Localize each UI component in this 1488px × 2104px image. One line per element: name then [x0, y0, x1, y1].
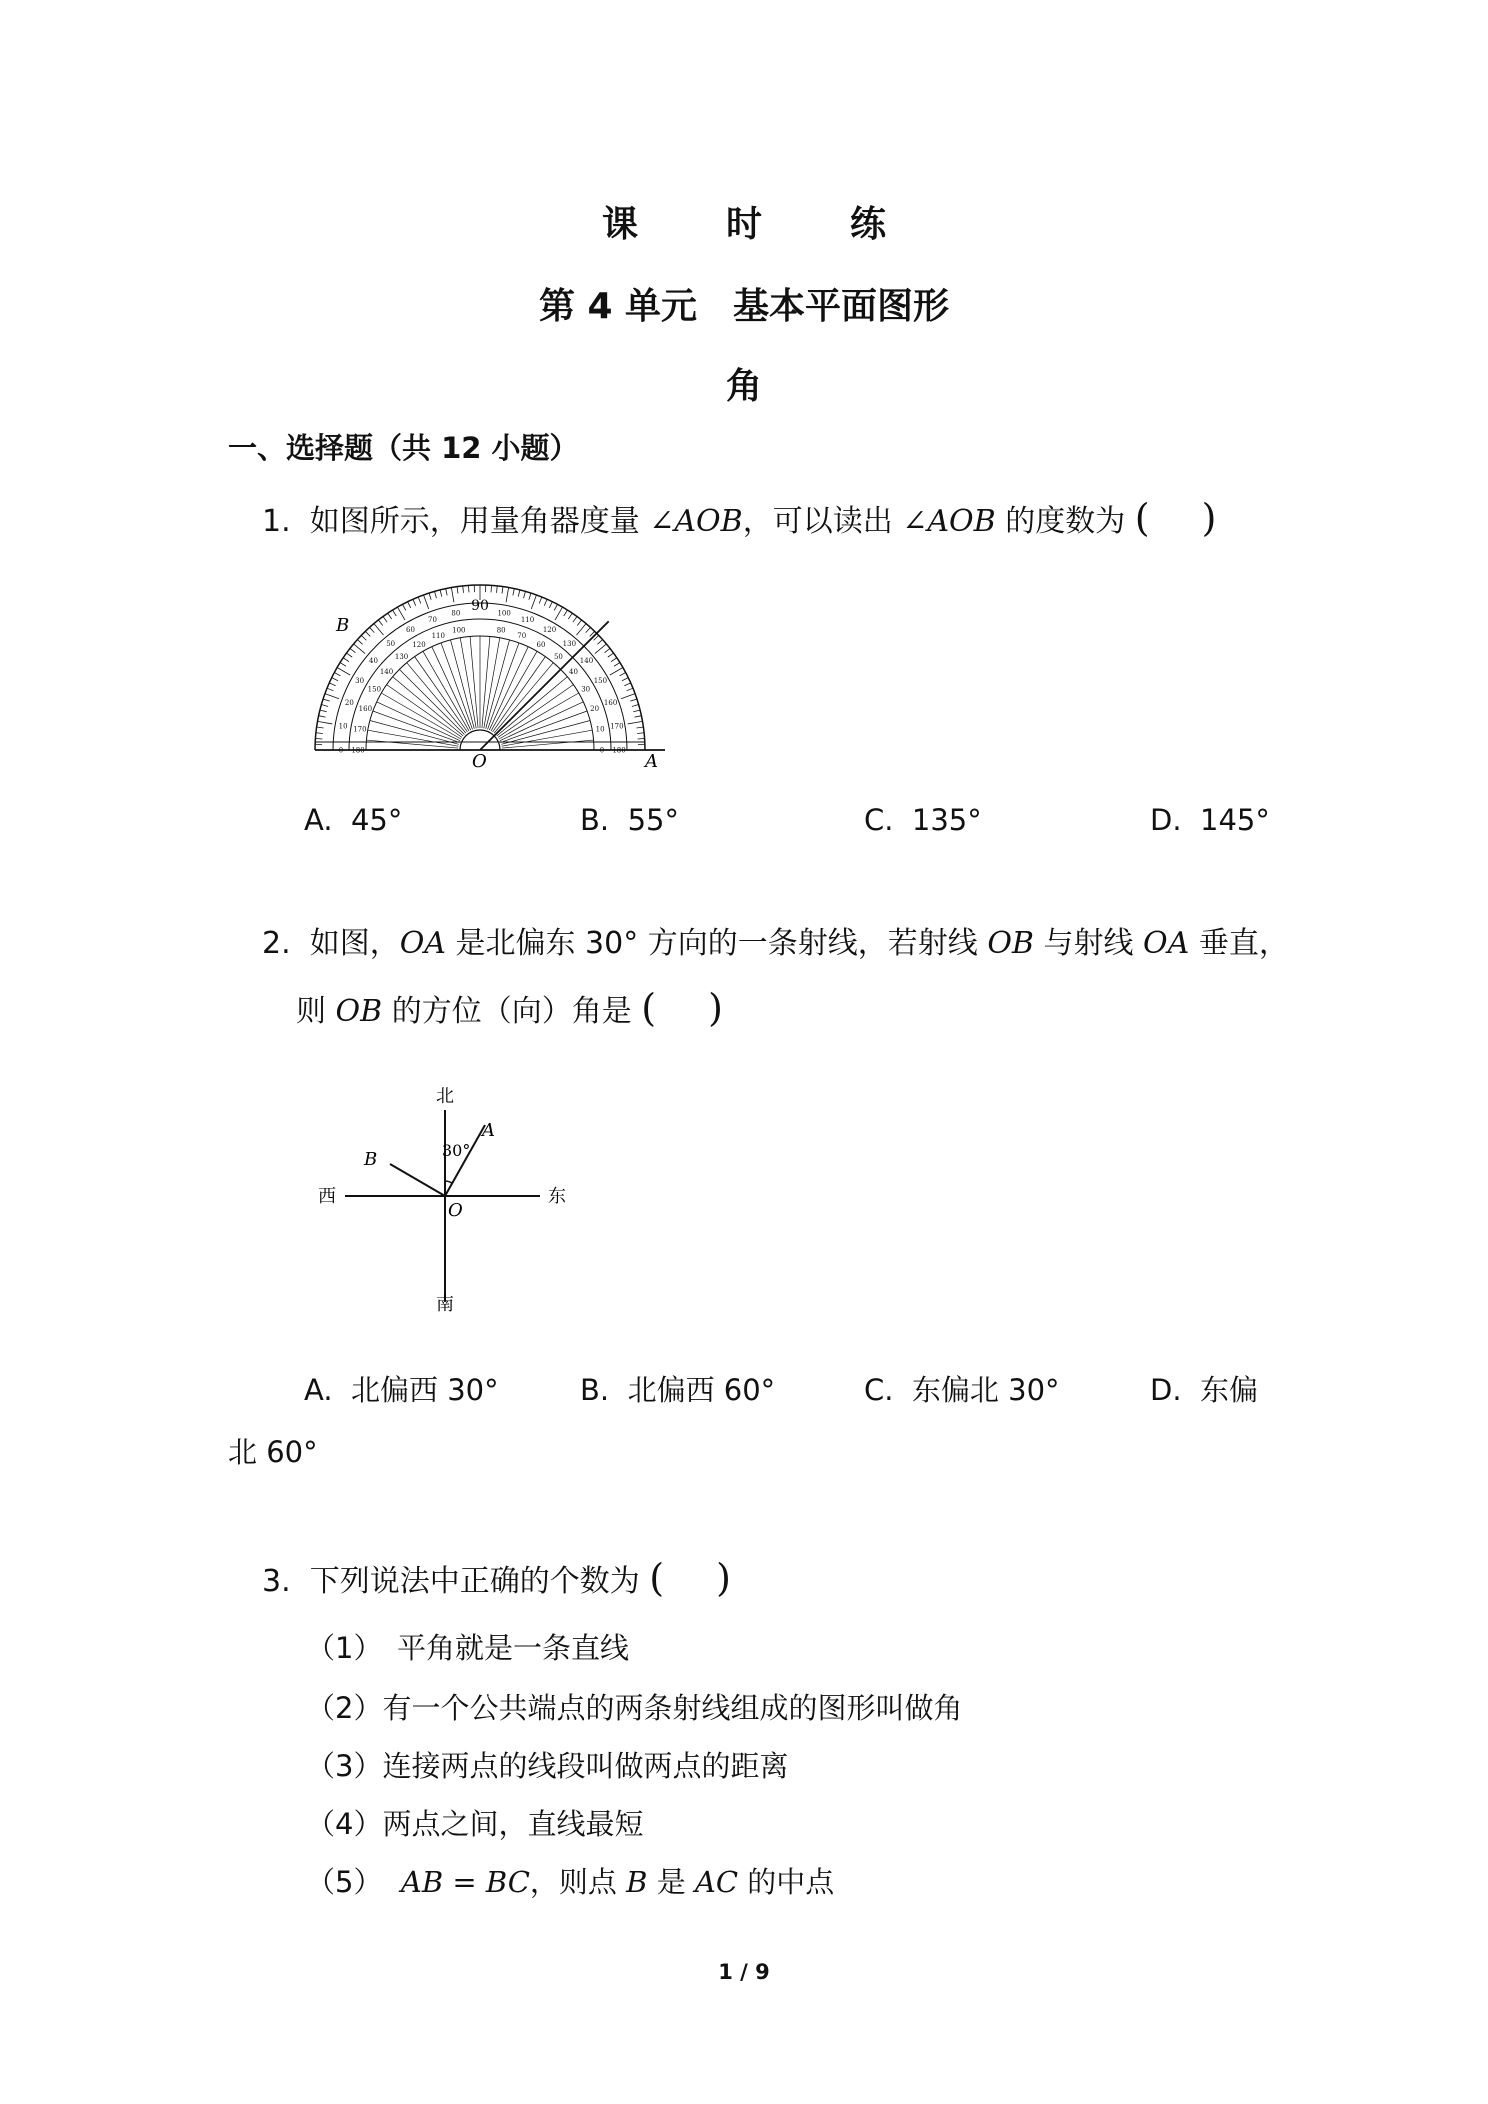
- protractor-tick: [418, 597, 421, 603]
- protractor-outer-label: 160: [603, 698, 618, 707]
- protractor-inner-label: 50: [553, 653, 563, 662]
- protractor-tick: [318, 721, 333, 724]
- option-1D[interactable]: D. 145°: [1150, 803, 1270, 837]
- protractor-inner-label: 60: [536, 640, 546, 649]
- protractor-tick: [632, 705, 639, 707]
- protractor-outer-label: 20: [344, 698, 354, 707]
- protractor-tick: [620, 673, 626, 676]
- protractor-tick: [403, 604, 406, 610]
- protractor-tick: [622, 678, 628, 681]
- protractor-tick: [630, 699, 637, 701]
- protractor-tick: [378, 620, 382, 626]
- protractor-tick: [388, 613, 392, 619]
- protractor-tick: [624, 683, 630, 686]
- protractor-spoke: [432, 647, 471, 730]
- topic-title: 角: [725, 366, 762, 407]
- protractor-spoke: [423, 651, 469, 731]
- label-A: A: [482, 1120, 495, 1141]
- protractor-tick: [320, 710, 327, 712]
- protractor-tick: [350, 648, 356, 652]
- protractor-spoke: [393, 677, 463, 736]
- protractor-outer-label: 130: [562, 640, 577, 649]
- protractor-outer-label: 10: [338, 722, 348, 731]
- protractor-outer-label: 80: [451, 609, 461, 618]
- protractor-tick: [435, 591, 437, 598]
- protractor-tick: [539, 597, 542, 603]
- protractor-tick: [633, 710, 640, 712]
- protractor-tick: [573, 617, 577, 623]
- protractor-tick: [424, 595, 429, 609]
- protractor-spoke: [500, 702, 583, 741]
- label-O: O: [448, 1200, 463, 1221]
- statement-4: （4）两点之间，直线最短: [306, 1807, 644, 1841]
- protractor-tick: [564, 610, 568, 616]
- protractor-outer-label: 50: [386, 640, 396, 649]
- protractor-spoke: [486, 640, 510, 729]
- protractor-outer-label: 110: [520, 615, 535, 624]
- doc-title: 课 时 练: [601, 204, 912, 245]
- label-90: 90: [471, 598, 489, 614]
- protractor-tick: [549, 602, 552, 608]
- protractor-spoke: [494, 663, 553, 733]
- option-2B[interactable]: B. 北偏西 60°: [580, 1373, 776, 1407]
- protractor-tick: [357, 640, 362, 645]
- protractor-spoke: [499, 693, 579, 739]
- protractor-spoke: [366, 740, 458, 748]
- protractor-tick: [325, 694, 339, 699]
- option-1A[interactable]: A. 45°: [304, 803, 403, 837]
- protractor-outer-label: 170: [610, 722, 624, 731]
- angle-label: 30°: [442, 1141, 471, 1160]
- protractor-spoke: [482, 636, 490, 728]
- protractor-outer-label: 100: [497, 609, 511, 618]
- protractor-tick: [451, 588, 454, 603]
- protractor-tick: [319, 716, 326, 717]
- protractor-tick: [317, 727, 324, 728]
- protractor-outer-label: 150: [593, 677, 608, 685]
- protractor-outer-label: 120: [542, 626, 557, 635]
- protractor-tick: [529, 593, 531, 600]
- protractor-spoke: [368, 730, 459, 746]
- protractor-tick: [502, 587, 503, 594]
- question-3: 3. 下列说法中正确的个数为 ( ): [262, 1556, 731, 1600]
- protractor-spoke: [381, 693, 461, 739]
- question-number: 3.: [262, 1564, 291, 1599]
- ray-OB: [390, 1164, 445, 1196]
- option-2D-wrap: 北 60°: [228, 1435, 318, 1469]
- protractor-tick: [506, 588, 509, 603]
- protractor-inner-label: 0: [599, 746, 605, 755]
- protractor-spoke: [502, 740, 594, 748]
- protractor-tick: [568, 613, 572, 619]
- answer-blank: ( ): [641, 986, 723, 1030]
- protractor-tick: [327, 688, 333, 691]
- protractor-tick: [347, 653, 353, 657]
- protractor-tick: [597, 640, 602, 645]
- protractor-inner-label: 40: [568, 668, 578, 677]
- protractor-tick: [429, 593, 431, 600]
- question-2-line-2: 则 OB 的方位（向）角是 ( ): [296, 986, 723, 1030]
- protractor-tick: [323, 699, 330, 701]
- west-label: 西: [318, 1186, 336, 1207]
- protractor-tick: [340, 663, 346, 667]
- protractor-outer-label: 30: [355, 677, 365, 685]
- protractor-inner-label: 140: [379, 668, 394, 677]
- page-number: 1 / 9: [718, 1960, 770, 1984]
- protractor-spoke: [377, 702, 460, 741]
- protractor-tick: [316, 733, 323, 734]
- protractor-tick: [343, 658, 349, 662]
- protractor-inner-label: 150: [367, 685, 382, 694]
- south-label: 南: [436, 1294, 454, 1315]
- label-A: A: [645, 751, 658, 770]
- ray-OA: [445, 1125, 485, 1196]
- protractor-tick: [440, 590, 442, 597]
- protractor-tick: [413, 599, 416, 605]
- protractor-tick: [518, 590, 520, 597]
- protractor-outer-label: 40: [369, 657, 378, 666]
- protractor-tick: [614, 663, 620, 667]
- statement-1: （1） 平角就是一条直线: [306, 1631, 629, 1665]
- protractor-tick: [555, 607, 563, 620]
- protractor-tick: [361, 635, 366, 640]
- protractor-inner-label: 160: [358, 704, 373, 713]
- protractor-spoke: [501, 720, 590, 744]
- option-2D[interactable]: D. 东偏: [1150, 1373, 1259, 1407]
- protractor-inner-label: 10: [595, 725, 605, 734]
- protractor-tick: [608, 653, 614, 657]
- protractor-spoke: [470, 636, 478, 728]
- protractor-tick: [365, 631, 370, 636]
- question-number: 1.: [262, 504, 291, 539]
- statement-3: （3）连接两点的线段叫做两点的距离: [306, 1749, 789, 1783]
- option-2C[interactable]: C. 东偏北 30°: [864, 1373, 1060, 1407]
- protractor-inner-label: 130: [394, 653, 409, 662]
- protractor-tick: [463, 586, 464, 593]
- north-label: 北: [436, 1086, 454, 1107]
- protractor-tick: [544, 599, 547, 605]
- protractor-spoke: [484, 638, 500, 729]
- protractor-spoke: [407, 663, 466, 733]
- protractor-tick: [586, 627, 591, 632]
- protractor-tick: [321, 705, 328, 707]
- protractor-outer-label: 0: [338, 746, 344, 755]
- protractor-tick: [611, 658, 617, 662]
- protractor-outer-label: 140: [579, 657, 594, 666]
- protractor-tick: [513, 589, 514, 596]
- label-O: O: [472, 751, 487, 770]
- label-B: B: [364, 1149, 378, 1170]
- protractor-tick: [577, 620, 581, 626]
- question-number: 2.: [262, 926, 291, 961]
- protractor-tick: [398, 607, 406, 620]
- protractor-tick: [628, 721, 643, 724]
- option-2A[interactable]: A. 北偏西 30°: [304, 1373, 499, 1407]
- angle-arc: [445, 1181, 452, 1183]
- protractor-tick: [446, 589, 447, 596]
- protractor-tick: [554, 604, 557, 610]
- protractor-outer-label: 180: [612, 746, 626, 755]
- protractor-tick: [605, 648, 611, 652]
- protractor-figure: [310, 570, 670, 770]
- protractor-inner-label: 120: [412, 640, 426, 649]
- protractor-spoke: [460, 638, 476, 729]
- protractor-tick: [635, 716, 642, 717]
- protractor-inner-label: 110: [431, 631, 445, 640]
- label-B: B: [336, 615, 350, 636]
- protractor-tick: [337, 668, 350, 676]
- protractor-outer-label: 70: [427, 615, 437, 624]
- question-1: 1. 如图所示，用量角器度量 ∠AOB，可以读出 ∠AOB 的度数为 ( ): [262, 496, 1217, 540]
- protractor-inner-label: 100: [452, 626, 466, 635]
- protractor-spoke: [502, 730, 593, 746]
- protractor-outer-label: 60: [406, 626, 415, 635]
- statement-2: （2）有一个公共端点的两条射线组成的图形叫做角: [306, 1691, 963, 1725]
- protractor-tick: [329, 683, 335, 686]
- statement-5: （5） AB = BC，则点 B 是 AC 的中点: [306, 1865, 835, 1899]
- protractor-spoke: [491, 651, 537, 731]
- protractor-tick: [621, 694, 635, 699]
- protractor-spoke: [450, 640, 474, 729]
- east-label: 东: [548, 1186, 566, 1207]
- protractor-tick: [408, 602, 411, 608]
- protractor-tick: [383, 617, 387, 623]
- protractor-inner-label: 70: [517, 631, 527, 640]
- option-1C[interactable]: C. 135°: [864, 803, 982, 837]
- unit-title: 第 4 单元 基本平面图形: [538, 286, 950, 327]
- protractor-inner-label: 30: [581, 685, 591, 694]
- protractor-tick: [497, 586, 498, 593]
- protractor-spoke: [370, 720, 459, 744]
- answer-blank: ( ): [1134, 496, 1217, 540]
- protractor-spoke: [399, 669, 464, 734]
- protractor-tick: [636, 727, 643, 728]
- protractor-tick: [393, 610, 397, 616]
- answer-blank: ( ): [649, 1556, 731, 1600]
- protractor-tick: [332, 678, 338, 681]
- protractor-tick: [370, 627, 375, 632]
- protractor-tick: [626, 688, 632, 691]
- protractor-tick: [610, 668, 623, 676]
- option-1B[interactable]: B. 55°: [580, 803, 679, 837]
- protractor-tick: [637, 733, 644, 734]
- compass-figure: [310, 1080, 580, 1320]
- section-heading: 一、选择题（共 12 小题）: [228, 431, 579, 465]
- protractor-inner-label: 170: [353, 725, 367, 734]
- protractor-tick: [531, 595, 536, 609]
- protractor-spoke: [489, 647, 528, 730]
- protractor-inner-label: 80: [496, 626, 506, 635]
- protractor-spoke: [497, 677, 567, 736]
- protractor-tick: [524, 591, 526, 598]
- protractor-inner-label: 20: [590, 704, 600, 713]
- protractor-tick: [457, 587, 458, 594]
- question-2-line-1: 2. 如图，OA 是北偏东 30° 方向的一条射线，若射线 OB 与射线 OA 垂直，: [262, 926, 1289, 961]
- protractor-inner-label: 180: [351, 746, 365, 755]
- protractor-tick: [334, 673, 340, 676]
